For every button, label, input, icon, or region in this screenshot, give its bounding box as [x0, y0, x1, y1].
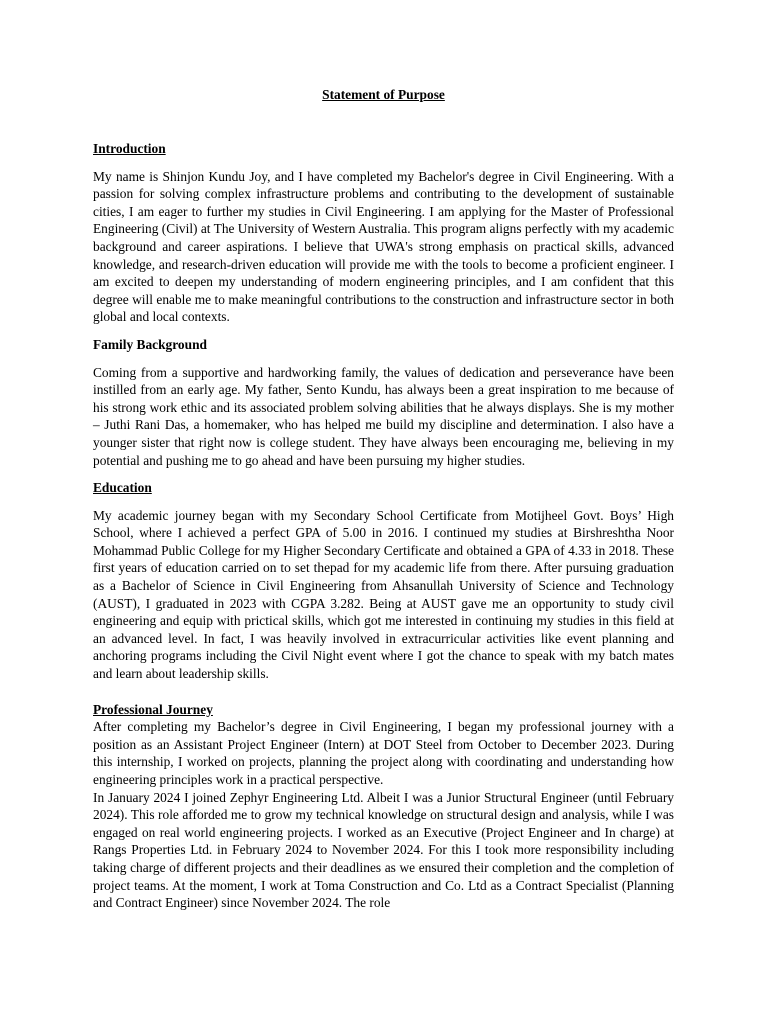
professional-journey-heading: Professional Journey — [93, 701, 213, 717]
education-paragraph: My academic journey began with my Secondary School Certificate from Motijheel Govt. Boys’ High School, where I achieved a perfect GPA of 5.00 in 2016. I continued my studies at Birshreshtha Noor Mohammad Public College for my Higher Secondary Certificate and obtained a GPA of 4.33 in 2018. These first years of education carried on to set thepad for my academic life from there. After pursuing graduation as a Bachelor of Science in Civil Engineering from Ahsanullah University of Science and Technology (AUST), I graduated in 2023 with CGPA 3.282. Being at AUST gave me an opportunity to study civil engineering and equip with prictical skills, which got me interested in continuing my studies in this field at an advanced level. In fact, I was heavily involved in extracurricular activities like event planning and anchoring programs including the Civil Night event where I got the chance to speak with my batch mates and learn about leadership skills. — [93, 507, 674, 682]
education-heading: Education — [93, 480, 152, 496]
family-background-paragraph: Coming from a supportive and hardworking family, the values of dedication and perseverance have been instilled from an early age. My father, Sento Kundu, has always been a great inspiration to me because of his strong work ethic and its associated problem solving abilities that he always displays. She is my mother – Juthi Rani Das, a homemaker, who has helped me build my discipline and determination. I also have a younger sister that right now is college student. They have always been encouraging me, believing in my potential and pushing me to go ahead and have been pursuing my higher studies. — [93, 364, 674, 468]
introduction-paragraph: My name is Shinjon Kundu Joy, and I have completed my Bachelor's degree in Civil Engineering. With a passion for solving complex infrastructure problems and contributing to the development of sustainable cities, I am eager to further my studies in Civil Engineering. I am applying for the Master of Professional Engineering (Civil) at The University of Western Australia. This program aligns perfectly with my academic background and career aspirations. I believe that UWA's strong emphasis on practical skills, advanced knowledge, and research-driven education will provide me with the tools to become a proficient engineer. I am excited to deepen my understanding of modern engineering principles, and I am confident that this degree will enable me to make meaningful contributions to the construction and infrastructure sector in both global and local contexts. — [93, 168, 674, 325]
professional-journey-paragraph-1: After completing my Bachelor’s degree in Civil Engineering, I began my professional journey with a position as an Assistant Project Engineer (Intern) at DOT Steel from October to December 2023. During this internship, I worked on projects, planning the project along with coordinating and understanding how engineering principles work in a practical perspective. — [93, 719, 674, 787]
document-page — [93, 86, 674, 912]
professional-journey-paragraph-2: In January 2024 I joined Zephyr Engineering Ltd. Albeit I was a Junior Structural Engineer (until February 2024). This role afforded me to grow my technical knowledge on structural design and analysis, while I was engaged on real world engineering projects. I worked as an Executive (Project Engineer and In charge) at Rangs Properties Ltd. in February 2024 to November 2024. For this I took more responsibility including taking charge of different projects and their deadlines as we ensured their completion and the completion of project teams. At the moment, I work at Toma Construction and Co. Ltd as a Contract Specialist (Planning and Contract Engineer) since November 2024. The role — [93, 789, 674, 911]
introduction-heading: Introduction — [93, 141, 166, 156]
family-background-heading: Family Background — [93, 336, 207, 352]
document-title: Statement of Purpose — [322, 87, 445, 102]
